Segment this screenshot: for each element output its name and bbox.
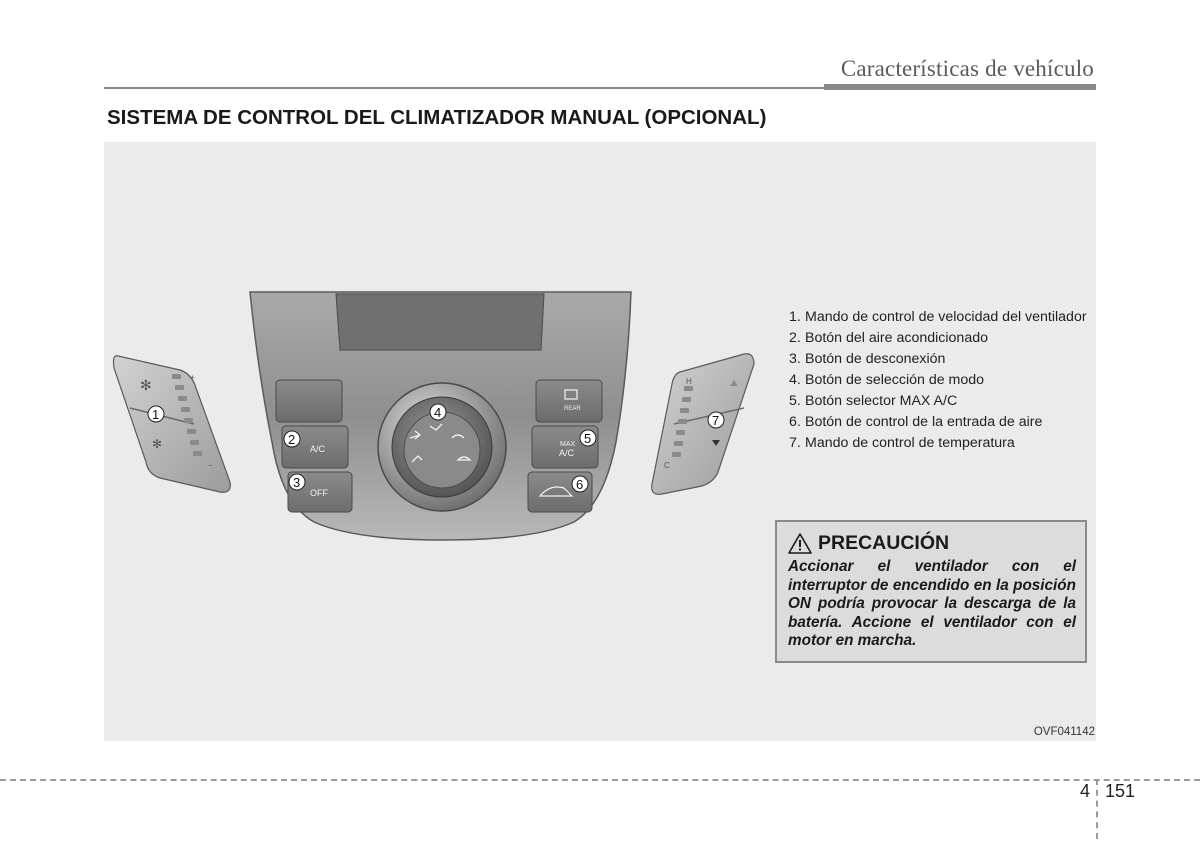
legend-item: 1. Mando de control de velocidad del ventilador — [789, 309, 1087, 325]
rear-label: REAR — [564, 406, 581, 412]
callout-2 — [284, 431, 300, 447]
footer-dashed-rule — [0, 779, 1200, 781]
callout-1 — [148, 406, 164, 422]
caution-title: PRECAUCIÓN — [818, 532, 950, 554]
legend-item: 6. Botón de control de la entrada de aire — [789, 414, 1043, 430]
callout-4-label: 4 — [434, 405, 442, 420]
fan-low-icon: ✻ — [152, 437, 163, 451]
fan-speed-control — [114, 356, 231, 493]
callout-6-label: 6 — [576, 477, 584, 492]
caution-text: Accionar el ventilador con el interruptor de encendido en la posición ON podría provocar la descarga de la batería. Accione el ventilador con el motor en marcha. — [788, 558, 1076, 649]
mode-knob-cap — [404, 412, 480, 488]
legend-item: 3. Botón de desconexión — [789, 351, 946, 367]
max-ac-label: A/C — [559, 448, 575, 458]
page-number: 151 — [1105, 781, 1136, 801]
footer-vertical-rule — [1096, 779, 1098, 839]
callout-6 — [572, 476, 588, 492]
legend-item: 5. Botón selector MAX A/C — [789, 393, 958, 409]
legend-item: 4. Botón de selección de modo — [789, 372, 985, 388]
temperature-control — [652, 354, 754, 495]
display-window — [336, 294, 544, 350]
callout-1-label: 1 — [152, 407, 160, 422]
callout-5-label: 5 — [584, 431, 592, 446]
figure-code: OVF041142 — [1033, 726, 1095, 738]
legend-item: 7. Mando de control de temperatura — [789, 435, 1015, 451]
rear-defrost-button — [536, 380, 602, 422]
temp-cold-label: C — [664, 461, 670, 470]
caution-header — [788, 532, 1076, 555]
running-header-title: Características de vehículo — [840, 56, 1094, 81]
callout-4 — [430, 404, 446, 420]
off-button-label: OFF — [310, 488, 328, 498]
header-rule-thin — [104, 87, 824, 89]
header-rule-thick — [824, 84, 1096, 90]
caution-box — [775, 520, 1087, 663]
section-heading: SISTEMA DE CONTROL DEL CLIMATIZADOR MANUAL (OPCIONAL) — [107, 106, 767, 129]
legend-list — [789, 307, 1087, 454]
callout-7-label: 7 — [712, 413, 720, 428]
fan-minus-label: − — [208, 461, 213, 470]
callout-3 — [289, 474, 305, 490]
callout-7 — [708, 412, 724, 428]
fan-high-icon: ✻ — [140, 378, 152, 394]
fan-plus-label: + — [190, 373, 195, 382]
ac-button-label: A/C — [310, 444, 326, 454]
max-label: MAX — [560, 441, 576, 448]
blank-button-left — [276, 380, 342, 422]
warning-triangle-icon — [788, 533, 812, 554]
callout-2-label: 2 — [288, 432, 296, 447]
legend-item: 2. Botón del aire acondicionado — [789, 330, 988, 346]
callout-3-label: 3 — [293, 475, 301, 490]
callout-5 — [580, 430, 596, 446]
climate-control-illustration — [104, 142, 784, 562]
chapter-number: 4 — [1080, 781, 1091, 801]
temp-hot-label: H — [686, 377, 692, 386]
